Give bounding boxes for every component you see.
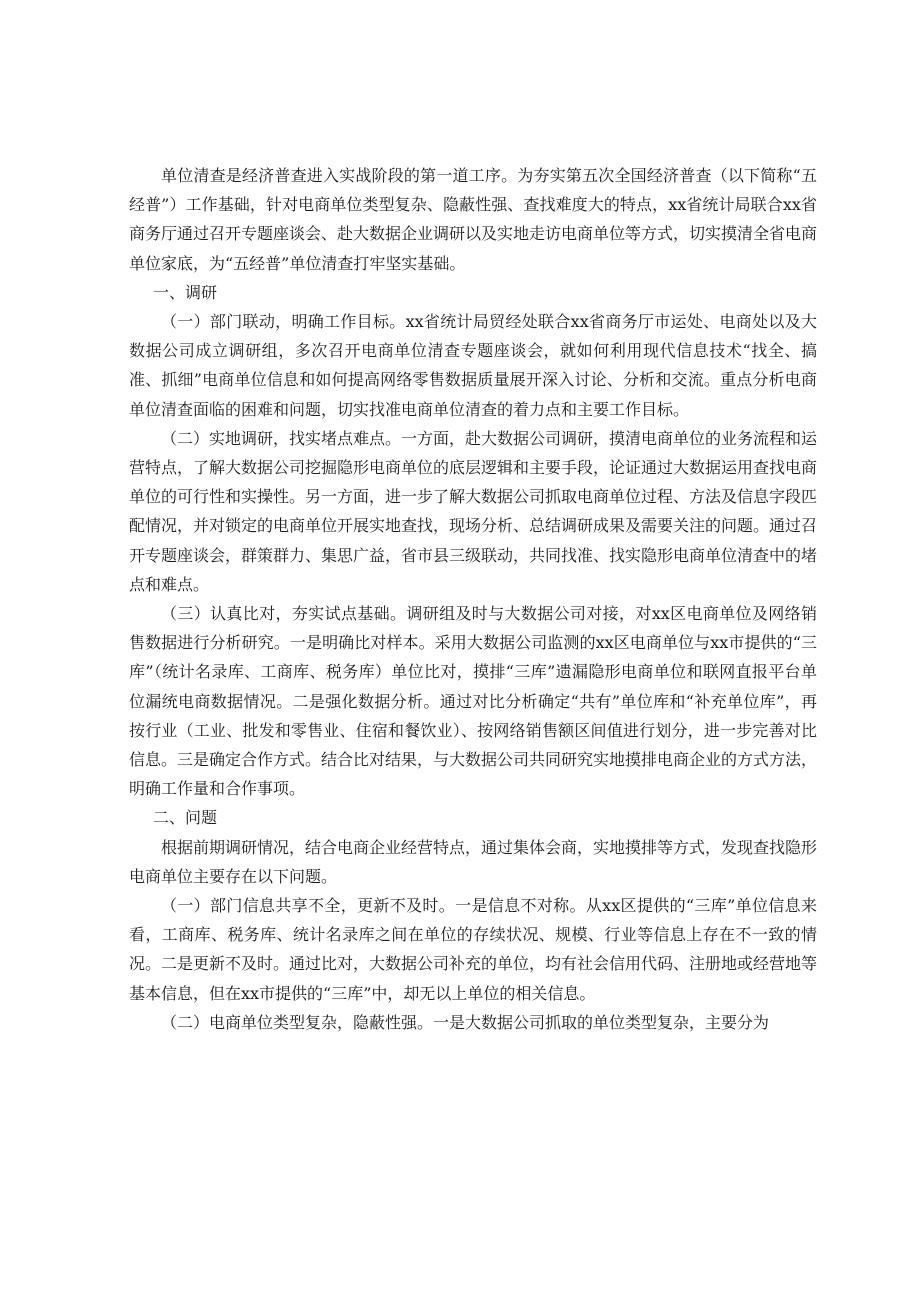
research-item-1: （一）部门联动，明确工作目标。xx省统计局贸经处联合xx省商务厅市运处、电商处以及大数据公司成立调研组，多次召开电商单位清查专题座谈会，就如何利用现代信息技术“找全、搞准、抓细”电商单位信息和如何提高网络零售数据质量展开深入讨论、分析和交流。重点分析电商单位清查面临的困难和问题，切实找准电商单位清查的着力点和主要工作目标。 <box>129 312 817 419</box>
problem-item-1: （一）部门信息共享不全，更新不及时。一是信息不对称。从xx区提供的“三库”单位信息来看，工商库、税务库、统计名录库之间在单位的存续状况、规模、行业等信息上存在不一致的情况。二是更新不及时。通过比对，大数据公司补充的单位，均有社会信用代码、注册地或经营地等基本信息，但在xx市提供的“三库”中，却无以上单位的相关信息。 <box>129 896 818 1003</box>
research-item-2: （二）实地调研，找实堵点难点。一方面，赴大数据公司调研，摸清电商单位的业务流程和运营特点，了解大数据公司挖掘隐形电商单位的底层逻辑和主要手段，论证通过大数据运用查找电商单位的可行性和实操性。另一方面，进一步了解大数据公司抓取电商单位过程、方法及信息字段匹配情况，并对锁定的电商单位开展实地查找，现场分析、总结调研成果及需要关注的问题。通过召开专题座谈会，群策群力、集思广益，省市县三级联动，共同找准、找实隐形电商单位清查中的堵点和难点。 <box>129 428 818 594</box>
section-heading-problems: 二、问题 <box>153 808 218 828</box>
intro-paragraph: 单位清查是经济普查进入实战阶段的第一道工序。为夯实第五次全国经济普查（以下简称“五经普”）工作基础，针对电商单位类型复杂、隐蔽性强、查找难度大的特点，xx省统计局联合xx省商务厅通过召开专题座谈会、赴大数据企业调研以及实地走访电商单位等方式，切实摸清全省电商单位家底，为“五经普”单位清查打牢坚实基础。 <box>129 166 818 273</box>
problems-intro-paragraph: 根据前期调研情况，结合电商企业经营特点，通过集体会商，实地摸排等方式，发现查找隐形电商单位主要存在以下问题。 <box>129 837 818 886</box>
section-heading-research: 一、调研 <box>153 282 218 302</box>
research-item-3: （三）认真比对，夯实试点基础。调研组及时与大数据公司对接，对xx区电商单位及网络销售数据进行分析研究。一是明确比对样本。采用大数据公司监测的xx区电商单位与xx市提供的“三库”（统计名录库、工商库、税务库）单位比对，摸排“三库”遗漏隐形电商单位和联网直报平台单位漏统电商数据情况。二是强化数据分析。通过对比分析确定“共有”单位库和“补充单位库”，再按行业（工业、批发和零售业、住宿和餐饮业）、按网络销售额区间值进行划分，进一步完善对比信息。三是确定合作方式。结合比对结果，与大数据公司共同研究实地摸排电商企业的方式方法，明确工作量和合作事项。 <box>129 604 818 799</box>
document-body <box>129 161 817 1037</box>
problem-item-2: （二）电商单位类型复杂，隐蔽性强。一是大数据公司抓取的单位类型复杂，主要分为 <box>161 1012 770 1032</box>
